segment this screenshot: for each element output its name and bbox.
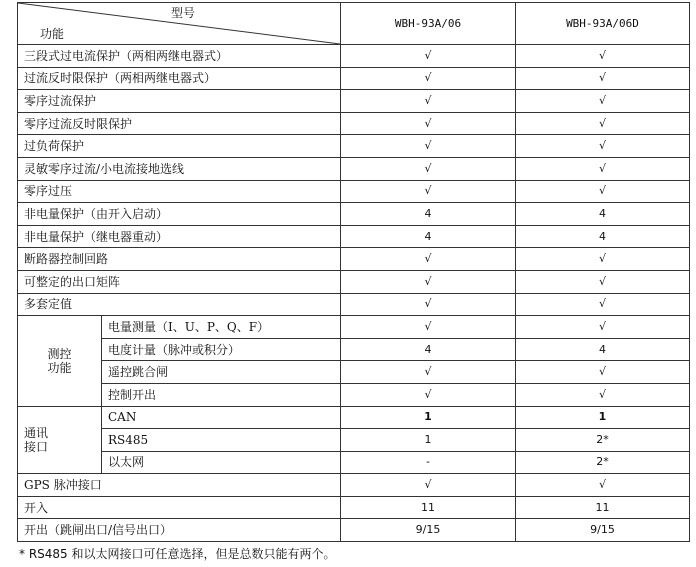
corner-header-cell [18, 3, 341, 45]
table-row [18, 45, 690, 68]
model-1-header: WBH-93A/06 [341, 3, 516, 45]
table-row [18, 270, 690, 293]
model-1-value: √ [341, 90, 516, 113]
header-model-label: 型号 [170, 6, 195, 20]
function-name: 零序过流反时限保护 [18, 112, 341, 135]
table-row [18, 406, 690, 429]
header-function-label: 功能 [40, 27, 65, 41]
table-row [18, 293, 690, 316]
function-name: 零序过流保护 [18, 90, 341, 113]
model-1-value: √ [341, 45, 516, 68]
function-name: RS485 [102, 429, 341, 452]
function-name: GPS 脉冲接口 [18, 474, 341, 497]
table-row [18, 383, 690, 406]
model-2-value: √ [516, 316, 690, 339]
model-2-value: 9/15 [516, 519, 690, 542]
table-row [18, 67, 690, 90]
function-name: 控制开出 [102, 383, 341, 406]
function-name: 零序过压 [18, 180, 341, 203]
table-row [18, 180, 690, 203]
table-row [18, 429, 690, 452]
comm-group-label: 通讯 接口 [18, 406, 102, 474]
measure-group-label: 测控 功能 [18, 316, 102, 406]
model-2-value: 2* [516, 429, 690, 452]
model-2-value: √ [516, 45, 690, 68]
model-1-value: √ [341, 135, 516, 158]
model-1-value: 4 [341, 203, 516, 226]
table-row [18, 135, 690, 158]
model-2-value: √ [516, 67, 690, 90]
model-1-value: √ [341, 316, 516, 339]
model-2-value: √ [516, 112, 690, 135]
table-row [18, 203, 690, 226]
function-name: 开入 [18, 496, 341, 519]
model-2-value: √ [516, 248, 690, 271]
model-1-value: 1 [341, 429, 516, 452]
table-row [18, 361, 690, 384]
table-row [18, 496, 690, 519]
model-1-value: √ [341, 248, 516, 271]
function-name: 可整定的出口矩阵 [18, 270, 341, 293]
model-2-value: 11 [516, 496, 690, 519]
table-row [18, 316, 690, 339]
table-row [18, 474, 690, 497]
model-1-value: 9/15 [341, 519, 516, 542]
function-name: 过流反时限保护（两相两继电器式） [18, 67, 341, 90]
model-1-value: √ [341, 67, 516, 90]
model-1-value: √ [341, 293, 516, 316]
model-1-value: - [341, 451, 516, 474]
model-2-value: 4 [516, 225, 690, 248]
function-name: 三段式过电流保护（两相两继电器式） [18, 45, 341, 68]
header-row [18, 3, 690, 45]
function-name: 灵敏零序过流/小电流接地选线 [18, 157, 341, 180]
model-2-value: √ [516, 270, 690, 293]
model-2-value: √ [516, 293, 690, 316]
model-2-value: 4 [516, 338, 690, 361]
table-row [18, 157, 690, 180]
function-name: 非电量保护（继电器重动） [18, 225, 341, 248]
table-row [18, 248, 690, 271]
model-2-value: 4 [516, 203, 690, 226]
table-row [18, 112, 690, 135]
function-name: 多套定值 [18, 293, 341, 316]
model-1-value: √ [341, 474, 516, 497]
model-1-value: 4 [341, 225, 516, 248]
function-name: CAN [102, 406, 341, 429]
table-row [18, 90, 690, 113]
function-name: 非电量保护（由开入启动） [18, 203, 341, 226]
function-name: 电度计量（脉冲或积分） [102, 338, 341, 361]
spec-table [17, 2, 690, 542]
function-name: 过负荷保护 [18, 135, 341, 158]
table-row [18, 225, 690, 248]
model-2-value: √ [516, 135, 690, 158]
model-1-value: √ [341, 157, 516, 180]
function-name: 断路器控制回路 [18, 248, 341, 271]
model-1-value: √ [341, 180, 516, 203]
model-1-value: √ [341, 270, 516, 293]
model-2-value: 2* [516, 451, 690, 474]
model-2-value: √ [516, 474, 690, 497]
function-name: 以太网 [102, 451, 341, 474]
footnote: * RS485 和以太网接口可任意选择，但是总数只能有两个。 [19, 547, 336, 561]
model-1-value: 11 [341, 496, 516, 519]
model-2-value: √ [516, 383, 690, 406]
model-1-value: √ [341, 361, 516, 384]
table-row [18, 451, 690, 474]
model-2-value: √ [516, 361, 690, 384]
table-row [18, 519, 690, 542]
model-1-value: 4 [341, 338, 516, 361]
model-2-header: WBH-93A/06D [516, 3, 690, 45]
model-2-value: √ [516, 90, 690, 113]
function-name: 电量测量（I、U、P、Q、F） [102, 316, 341, 339]
model-2-value: √ [516, 180, 690, 203]
model-1-value: √ [341, 383, 516, 406]
table-row [18, 338, 690, 361]
function-name: 遥控跳合闸 [102, 361, 341, 384]
function-name: 开出（跳闸出口/信号出口） [18, 519, 341, 542]
model-1-value: 1 [341, 406, 516, 429]
model-1-value: √ [341, 112, 516, 135]
model-2-value: √ [516, 157, 690, 180]
model-2-value: 1 [516, 406, 690, 429]
